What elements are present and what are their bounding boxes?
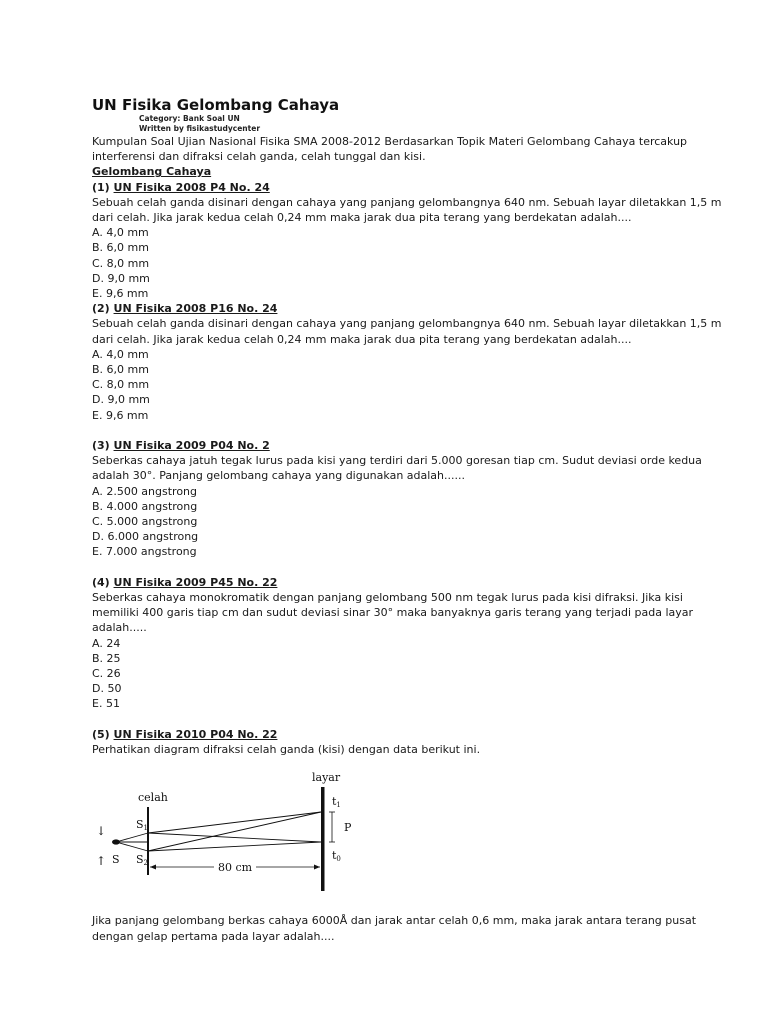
option-e: E. 9,6 mm — [92, 287, 149, 301]
up-arrow-icon: ↑ — [96, 854, 107, 869]
option-a: A. 2.500 angstrong — [92, 484, 198, 498]
option-d: D. 9,0 mm — [92, 271, 150, 285]
question-text: Perhatikan diagram difraksi celah ganda (kisi) dengan data berikut ini. — [92, 743, 481, 757]
question-heading — [92, 301, 732, 316]
option-c: C. 8,0 mm — [92, 256, 150, 270]
option-c: C. 8,0 mm — [92, 378, 150, 392]
down-arrow-icon: ↓ — [96, 824, 107, 839]
s2-label: S2 — [136, 853, 149, 868]
question-text: Sebuah celah ganda disinari dengan cahaya yang panjang gelombangnya 640 nm. Sebuah layar diletakkan 1,5 m dari celah. Jika jarak kedua celah 0,24 mm maka jarak dua pita terang yang berdekatan adalah.... — [92, 195, 722, 225]
option-d: D. 50 — [92, 682, 122, 696]
slit-label: celah — [138, 791, 168, 805]
option-b: B. 6,0 mm — [92, 363, 149, 377]
section-heading: Gelombang Cahaya — [92, 165, 212, 179]
document-body — [92, 134, 732, 944]
question-heading — [92, 180, 732, 195]
intro-paragraph: Kumpulan Soal Ujian Nasional Fisika SMA 2008-2012 Berdasarkan Topik Materi Gelombang Cahaya tercakup interferensi dan difraksi celah ganda, celah tunggal dan kisi. — [92, 135, 688, 164]
question-5 — [92, 727, 732, 757]
question-heading — [92, 575, 732, 590]
option-a: A. 24 — [92, 636, 121, 650]
option-a: A. 4,0 mm — [92, 226, 149, 240]
option-e: E. 51 — [92, 697, 120, 711]
option-c: C. 5.000 angstrong — [92, 515, 198, 529]
question-3 — [92, 438, 732, 560]
option-e: E. 9,6 mm — [92, 408, 149, 422]
question-2 — [92, 301, 732, 423]
document-page — [92, 96, 732, 944]
option-b: B. 6,0 mm — [92, 241, 149, 255]
ray — [148, 812, 321, 851]
document-title: UN Fisika Gelombang Cahaya — [92, 96, 340, 114]
option-b: B. 4.000 angstrong — [92, 499, 198, 513]
option-e: E. 7.000 angstrong — [92, 545, 197, 559]
t0-label: t0 — [332, 849, 341, 864]
option-d: D. 6.000 angstrong — [92, 530, 199, 544]
option-d: D. 9,0 mm — [92, 393, 150, 407]
screen-bar — [321, 787, 325, 891]
question-number: (3) — [92, 439, 114, 453]
question-1 — [92, 180, 732, 302]
arrowhead — [314, 865, 320, 870]
ray — [116, 833, 148, 842]
double-slit-diagram — [92, 771, 352, 899]
option-b: B. 25 — [92, 651, 121, 665]
source-label: S — [112, 853, 120, 867]
question-4 — [92, 575, 732, 712]
p-label: P — [344, 821, 352, 835]
spacer — [92, 560, 732, 575]
question-ref-link[interactable]: UN Fisika 2010 P04 No. 22 — [113, 727, 278, 741]
arrowhead — [150, 865, 156, 870]
option-c: C. 26 — [92, 667, 121, 681]
question-heading — [92, 727, 732, 742]
question-text: Seberkas cahaya jatuh tegak lurus pada kisi yang terdiri dari 5.000 goresan tiap cm. Sudut deviasi orde kedua adalah 30°. Panjang gelombang cahaya yang digunakan adalah...... — [92, 454, 702, 483]
screen-label: layar — [312, 771, 341, 785]
spacer — [92, 712, 732, 727]
ray — [148, 842, 321, 851]
author-line: Written by fisikastudycenter — [139, 124, 261, 133]
question-number: (2) — [92, 302, 114, 316]
ray — [148, 812, 321, 833]
option-a: A. 4,0 mm — [92, 347, 149, 361]
question-ref-link[interactable]: UN Fisika 2009 P45 No. 22 — [113, 575, 278, 589]
closing-paragraph: Jika panjang gelombang berkas cahaya 6000Å dan jarak antar celah 0,6 mm, maka jarak antara terang pusat dengan gelap pertama pada layar adalah.... — [92, 914, 697, 943]
t1-label: t1 — [332, 795, 341, 810]
spacer — [92, 423, 732, 438]
question-ref-link[interactable]: UN Fisika 2008 P16 No. 24 — [113, 302, 278, 316]
s1-label: S1 — [136, 818, 149, 833]
question-text: Seberkas cahaya monokromatik dengan panjang gelombang 500 nm tegak lurus pada kisi difraksi. Jika kisi memiliki 400 garis tiap cm dan sudut deviasi sinar 30° maka banyaknya garis terang yang terjadi pada layar adalah..... — [92, 591, 694, 635]
question-number: (1) — [92, 180, 114, 194]
meta-info — [139, 114, 732, 134]
ray — [116, 842, 148, 851]
question-ref-link[interactable]: UN Fisika 2008 P4 No. 24 — [113, 180, 270, 194]
question-ref-link[interactable]: UN Fisika 2009 P04 No. 2 — [113, 439, 270, 453]
question-text: Sebuah celah ganda disinari dengan cahaya yang panjang gelombangnya 640 nm. Sebuah layar diletakkan 1,5 m dari celah. Jika jarak kedua celah 0,24 mm maka jarak dua pita terang yang berdekatan adalah.... — [92, 317, 722, 346]
question-number: (4) — [92, 575, 114, 589]
ray — [148, 833, 321, 842]
category-line: Category: Bank Soal UN — [139, 114, 240, 123]
question-heading — [92, 438, 732, 453]
distance-label: 80 cm — [218, 861, 253, 875]
question-number: (5) — [92, 727, 114, 741]
